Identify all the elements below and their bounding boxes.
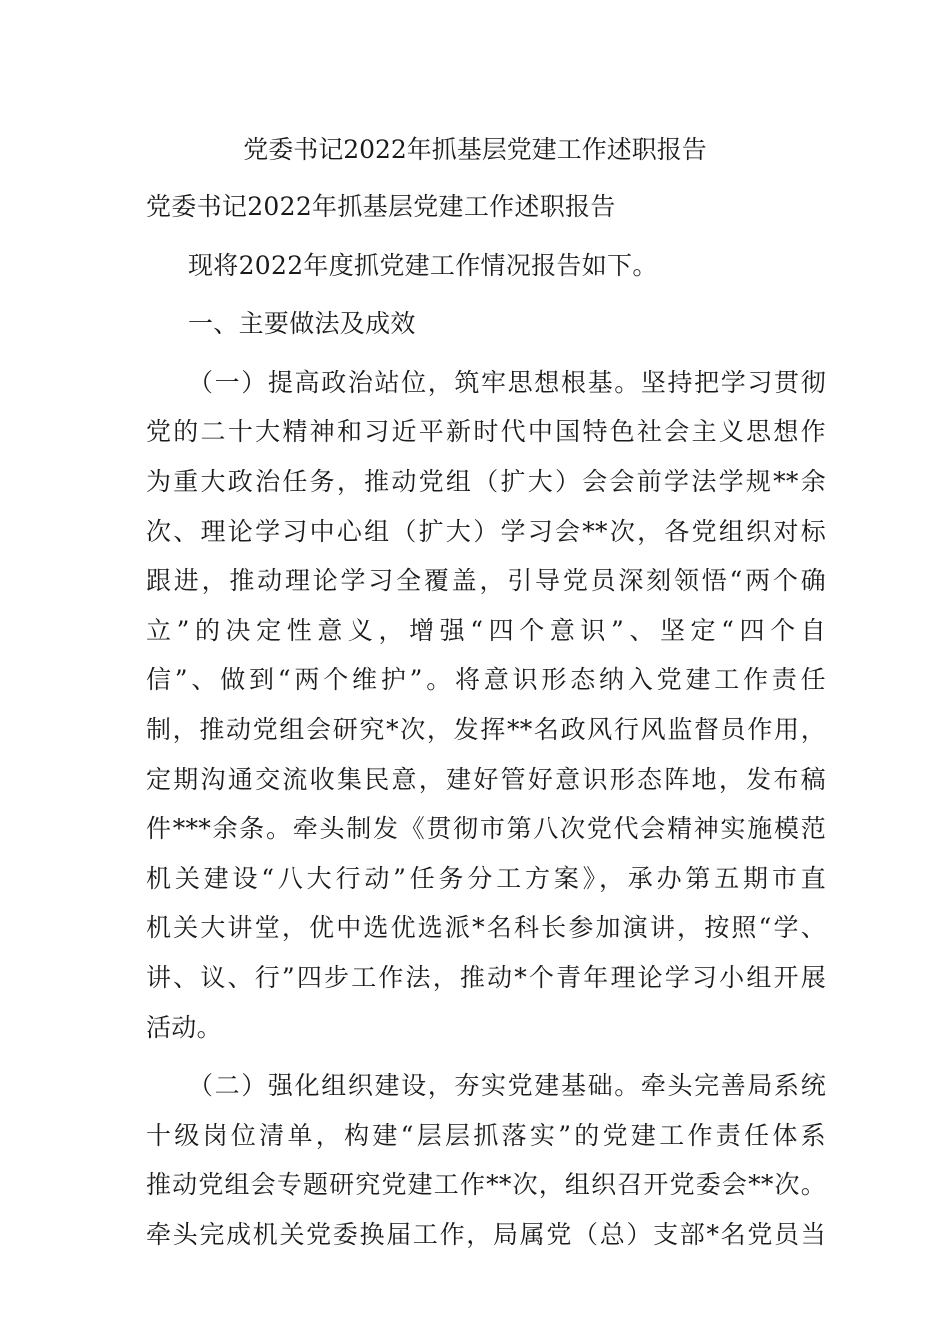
paragraph-2 <box>146 1061 826 1259</box>
paragraph-line: 牵头完成机关党委换届工作，局属党（总）支部*名党员当 <box>146 1219 826 1249</box>
paragraph-line: 讲、议、行”四步工作法，推动*个青年理论学习小组开展 <box>146 962 826 992</box>
paragraph-line: 推动党组会专题研究党建工作**次，组织召开党委会**次。 <box>146 1170 826 1200</box>
paragraph-line: （一）提高政治站位，筑牢思想根基。坚持把学习贯彻 <box>188 367 826 397</box>
paragraph-line: 件***余条。牵头制发《贯彻市第八次党代会精神实施模范 <box>146 814 826 844</box>
intro-line: 现将2022年度抓党建工作情况报告如下。 <box>188 250 658 280</box>
paragraph-line: 机关建设“八大行动”任务分工方案》，承办第五期市直 <box>146 863 826 893</box>
paragraph-line: 十级岗位清单，构建“层层抓落实”的党建工作责任体系 <box>146 1120 826 1150</box>
document-body <box>146 182 826 1259</box>
paragraph-line: 信”、做到“两个维护”。将意识形态纳入党建工作责任 <box>146 665 826 695</box>
paragraph-line: 定期沟通交流收集民意，建好管好意识形态阵地，发布稿 <box>146 764 826 794</box>
document-title: 党委书记2022年抓基层党建工作述职报告 <box>243 135 707 164</box>
paragraph-line: 跟进，推动理论学习全覆盖，引导党员深刻领悟“两个确 <box>146 566 826 596</box>
paragraph-line: 次、理论学习中心组（扩大）学习会**次，各党组织对标 <box>146 516 826 546</box>
paragraph-line: 立”的决定性意义，增强“四个意识”、坚定“四个自 <box>146 615 826 645</box>
paragraph-line: 为重大政治任务，推动党组（扩大）会会前学法学规**余 <box>146 466 826 496</box>
section-heading: 一、主要做法及成效 <box>188 309 416 339</box>
paragraph-1 <box>146 358 826 1052</box>
paragraph-line: 机关大讲堂，优中选优选派*名科长参加演讲，按照“学、 <box>146 913 826 943</box>
paragraph-line: 活动。 <box>146 1012 222 1042</box>
paragraph-line: （二）强化组织建设，夯实党建基础。牵头完善局系统 <box>188 1071 826 1101</box>
paragraph-line: 制，推动党组会研究*次，发挥**名政风行风监督员作用， <box>146 714 826 744</box>
paragraph-line: 党的二十大精神和习近平新时代中国特色社会主义思想作 <box>146 417 826 447</box>
document-subtitle: 党委书记2022年抓基层党建工作述职报告 <box>146 192 616 221</box>
